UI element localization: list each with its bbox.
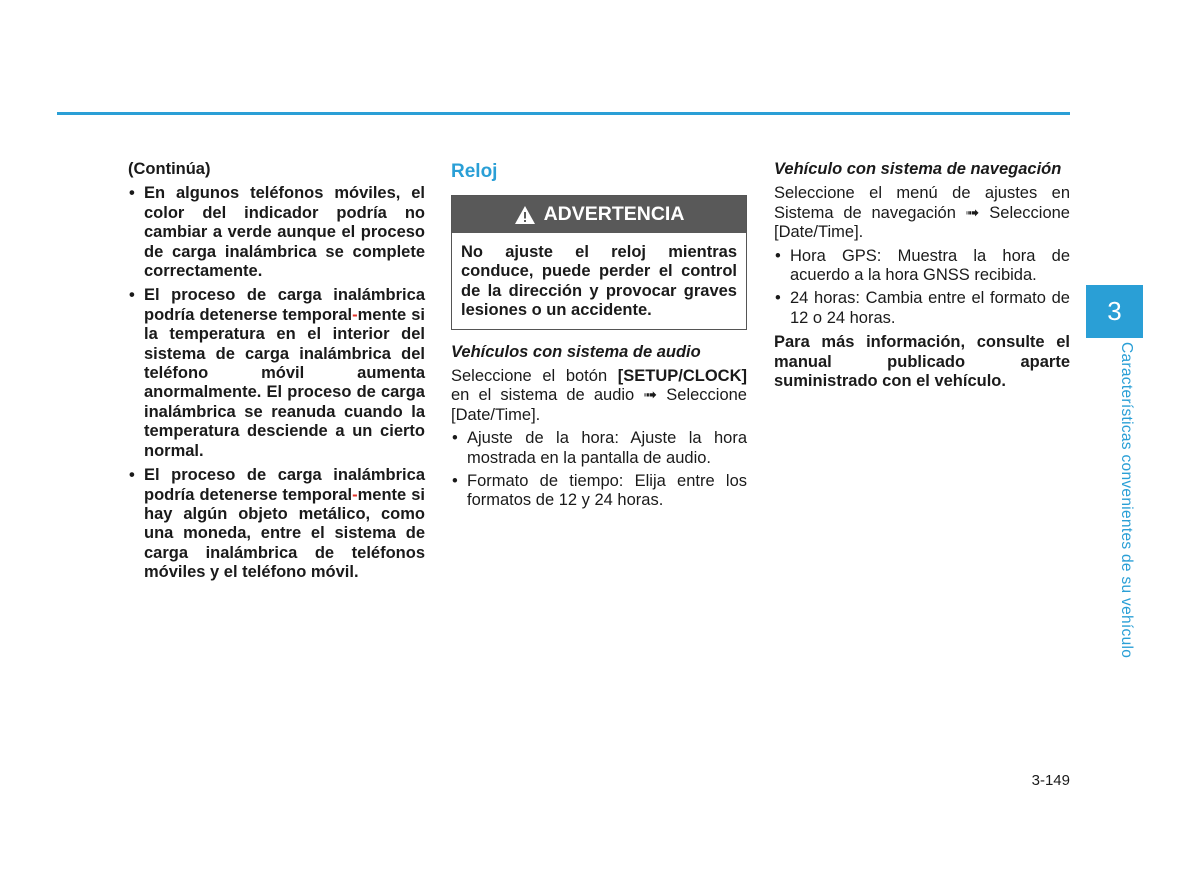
audio-instructions: Seleccione el botón [SETUP/CLOCK] en el sistema de audio ➟ Seleccione [Date/Time]. bbox=[451, 367, 747, 424]
list-item: • En algunos teléfonos móviles, el color del indicador podría no cambiar a verde aunque el proceso de carga inalámbrica se complete correctamente. bbox=[128, 184, 425, 281]
right-column bbox=[774, 160, 1070, 391]
hyphen-mark: - bbox=[352, 305, 358, 324]
list-item: • El proceso de carga inalámbrica podría detenerse temporal-mente si la temperatura en el interior del sistema de carga inalámbrica del teléfono móvil aumenta anormalmente. El proceso de carga inalámbrica se reanuda cuando la temperatura desciende a un cierto normal. bbox=[128, 286, 425, 461]
top-rule bbox=[57, 112, 1070, 115]
list-item: • 24 horas: Cambia entre el formato de 12 o 24 horas. bbox=[774, 289, 1070, 328]
audio-bullet-list bbox=[451, 429, 747, 511]
page-number: 3-149 bbox=[1031, 772, 1070, 789]
setup-clock-button-label: [SETUP/CLOCK] bbox=[617, 367, 747, 386]
section-title: Reloj bbox=[451, 161, 498, 182]
list-item: • Ajuste de la hora: Ajuste la hora mostrada en la pantalla de audio. bbox=[451, 429, 747, 468]
more-info-note: Para más información, consulte el manual publicado aparte suministrado con el vehículo. bbox=[774, 333, 1070, 391]
middle-column bbox=[451, 160, 747, 511]
navigation-heading: Vehículo con sistema de navegación bbox=[774, 160, 1062, 178]
left-bullet-list bbox=[128, 184, 425, 582]
arrow-icon: ➟ bbox=[643, 386, 658, 405]
warning-box bbox=[451, 195, 747, 330]
continued-label: (Continúa) bbox=[128, 160, 211, 178]
audio-heading: Vehículos con sistema de audio bbox=[451, 342, 701, 361]
left-column bbox=[128, 160, 425, 583]
list-item: • El proceso de carga inalámbrica podría detenerse temporal-mente si hay algún objeto metálico, como una moneda, entre el sistema de carga inalámbrica de teléfonos móviles y el teléfono móvil. bbox=[128, 466, 425, 582]
warning-body: No ajuste el reloj mientras conduce, puede perder el control de la dirección y provocar graves lesiones o un accidente. bbox=[461, 243, 737, 320]
warning-triangle-icon bbox=[514, 205, 536, 225]
chapter-title: Características convenientes de su vehículo bbox=[1118, 342, 1135, 659]
arrow-icon: ➟ bbox=[965, 203, 980, 222]
list-item: • Hora GPS: Muestra la hora de acuerdo a la hora GNSS recibida. bbox=[774, 247, 1070, 286]
warning-title: ADVERTENCIA bbox=[543, 202, 685, 225]
navigation-bullet-list bbox=[774, 247, 1070, 329]
chapter-number-tab: 3 bbox=[1086, 285, 1143, 338]
hyphen-mark: - bbox=[352, 485, 358, 504]
navigation-instructions: Seleccione el menú de ajustes en Sistema de navegación ➟ Seleccione [Date/Time]. bbox=[774, 184, 1070, 242]
warning-header bbox=[452, 196, 746, 233]
list-item: • Formato de tiempo: Elija entre los formatos de 12 y 24 horas. bbox=[451, 472, 747, 511]
